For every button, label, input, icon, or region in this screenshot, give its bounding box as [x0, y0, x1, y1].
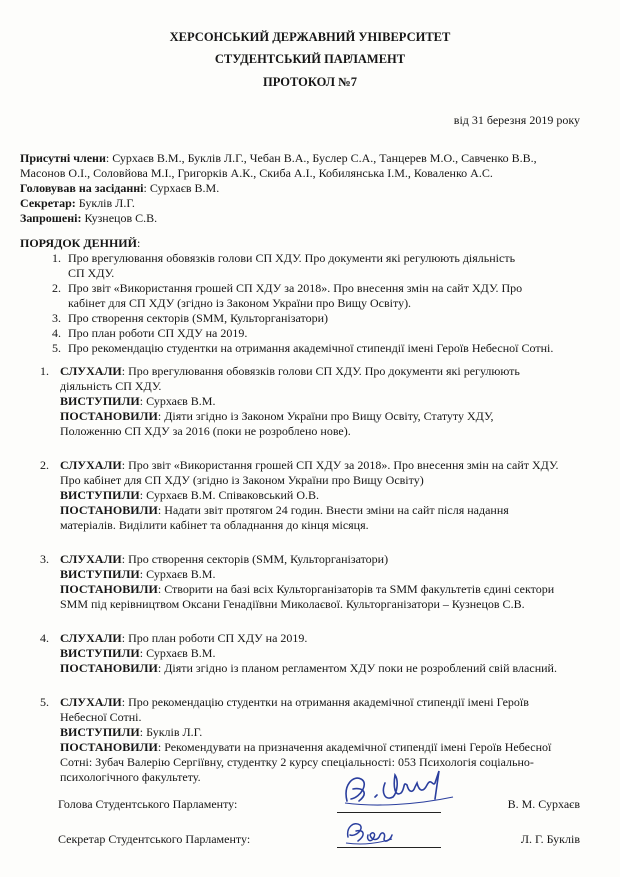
spoke-label: ВИСТУПИЛИ: [60, 394, 140, 408]
invited-label: Запрошені:: [20, 211, 82, 225]
agenda-list: [20, 251, 590, 356]
resolved-text: Надати звіт протягом 24 годин. Внести зміни на сайт після надання: [164, 503, 509, 517]
minutes-item-number: 3.: [40, 552, 49, 566]
heard-label: СЛУХАЛИ: [60, 631, 122, 645]
resolved-label: ПОСТАНОВИЛИ: [60, 409, 158, 423]
agenda-item-text: Про звіт «Використання грошей СП ХДУ за 2018». Про внесення змін на сайт ХДУ. Про: [68, 281, 523, 295]
agenda-item: [64, 311, 590, 326]
secretary-line: [20, 196, 588, 211]
spoke-line: [60, 488, 590, 503]
resolved-text: Діяти згідно із планом регламентом ХДУ поки не розроблений свій власний.: [164, 661, 557, 675]
heard-label: СЛУХАЛИ: [60, 552, 122, 566]
parliament-title: СТУДЕНТСЬКИЙ ПАРЛАМЕНТ: [214, 52, 406, 66]
resolved-label: ПОСТАНОВИЛИ: [60, 582, 158, 596]
agenda-title: ПОРЯДОК ДЕННИЙ: [20, 236, 137, 250]
resolved-text: матеріалів. Виділити кабінет та обладнання до кінця місяця.: [60, 518, 369, 532]
heard-line: [60, 552, 590, 567]
spoke-text: Буклів Л.Г.: [146, 725, 203, 739]
resolved-text: SMM під керівництвом Оксани Генадіївни Миколаєвої. Культорганізатори – Кузнецов С.В.: [60, 597, 525, 611]
head-signature-row: [0, 797, 620, 813]
university-title: ХЕРСОНСЬКИЙ ДЕРЖАВНИЙ УНІВЕРСИТЕТ: [169, 30, 451, 44]
resolved-text: Створити на базі всіх Культорганізаторів та SMM факультетів єдині сектори: [164, 582, 555, 596]
spoke-line: [60, 567, 590, 582]
chair-line: [20, 181, 588, 196]
heard-text: Про звіт «Використання грошей СП ХДУ за 2018». Про внесення змін на сайт ХДУ.: [128, 458, 559, 472]
spoke-line: [60, 725, 590, 740]
spoke-text: Сурхаєв В.М.: [146, 646, 216, 660]
secretary-signature-row: [0, 832, 620, 848]
resolved-line: [60, 740, 590, 755]
agenda-heading: [20, 236, 590, 251]
minutes-block: [20, 364, 590, 785]
minutes-item-number: 1.: [40, 364, 49, 378]
heard-label: СЛУХАЛИ: [60, 458, 122, 472]
spoke-colon: :: [139, 725, 144, 739]
heard-colon: :: [121, 695, 126, 709]
protocol-title: ПРОТОКОЛ №7: [262, 75, 357, 89]
secretary-handwritten-signature: [340, 815, 400, 849]
head-handwritten-signature: [335, 763, 465, 813]
resolved-colon: :: [157, 582, 162, 596]
heard-text: Про врегулювання обовязків голови СП ХДУ. Про документи які регулюють: [128, 364, 520, 378]
agenda-item-text: Про врегулювання обовязків голови СП ХДУ. Про документи які регулюють діяльність: [68, 251, 516, 265]
minutes-item-number: 5.: [40, 695, 49, 709]
minutes-item: [20, 552, 590, 612]
spoke-label: ВИСТУПИЛИ: [60, 646, 140, 660]
agenda-item: [64, 281, 590, 311]
heard-line: [60, 695, 590, 710]
head-signature-name: В. М. Сурхаєв: [507, 797, 580, 811]
heard-text: Небесної Сотні.: [60, 710, 142, 724]
chair-value: : Сурхаєв В.М.: [143, 181, 220, 195]
resolved-text: психологічного факультету.: [60, 770, 201, 784]
head-signature-label: Голова Студентського Парламенту:: [58, 797, 238, 811]
heard-text: Про створення секторів (SMM, Культорганізатори): [128, 552, 389, 566]
minutes-item-number: 2.: [40, 458, 49, 472]
resolved-line: [60, 582, 590, 597]
agenda-item-text: Про план роботи СП ХДУ на 2019.: [68, 326, 248, 340]
resolved-line: [60, 424, 590, 439]
minutes-item: [20, 631, 590, 676]
spoke-colon: :: [139, 488, 144, 502]
protocol-date: від 31 березня 2019 року: [453, 113, 580, 127]
heard-line: [60, 710, 590, 725]
heard-text: діяльність СП ХДУ.: [60, 379, 162, 393]
spoke-label: ВИСТУПИЛИ: [60, 488, 140, 502]
resolved-label: ПОСТАНОВИЛИ: [60, 740, 158, 754]
agenda-item-text: Про рекомендацію студентки на отримання академічної стипендії імені Героїв Небесної Сотні.: [68, 341, 554, 355]
heard-colon: :: [121, 458, 126, 472]
resolved-line: [60, 597, 590, 612]
heard-line: [60, 458, 590, 473]
resolved-text: Діяти згідно із Законом України про Вищу Освіту, Статуту ХДУ,: [164, 409, 494, 423]
heard-colon: :: [121, 552, 126, 566]
resolved-colon: :: [157, 661, 162, 675]
resolved-colon: :: [157, 409, 162, 423]
present-list-1: : Сурхаєв В.М., Буклів Л.Г., Чебан В.А., Буслер С.А., Танцерев М.О., Савченко В.В.,: [105, 151, 537, 165]
resolved-line: [60, 661, 590, 676]
heard-label: СЛУХАЛИ: [60, 695, 122, 709]
resolved-colon: :: [157, 503, 162, 517]
resolved-label: ПОСТАНОВИЛИ: [60, 503, 158, 517]
invited-value: Кузнецов С.В.: [81, 211, 158, 225]
heard-colon: :: [121, 364, 126, 378]
heard-line: [60, 379, 590, 394]
agenda-item-text-cont: кабінет для СП ХДУ (згідно із Законом України про Вищу Освіту).: [68, 296, 412, 310]
heard-colon: :: [121, 631, 126, 645]
invited-line: [20, 211, 588, 226]
present-label: Присутні члени: [20, 151, 106, 165]
agenda-item: [64, 326, 590, 341]
spoke-line: [60, 394, 590, 409]
agenda-block: [20, 236, 590, 356]
heard-line: [60, 473, 590, 488]
heard-text: Про кабінет для СП ХДУ (згідно із Законом України про Вищу Освіту): [60, 473, 424, 487]
resolved-text: Сотні: Зубач Валерію Сергіївну, студентку 2 курсу спеціальності: 053 Психологія соціально-: [60, 755, 534, 769]
agenda-item: [64, 341, 590, 356]
heard-text: Про рекомендацію студентки на отримання академічної стипендії імені Героїв: [128, 695, 529, 709]
resolved-colon: :: [157, 740, 162, 754]
spoke-text: Сурхаєв В.М.: [146, 394, 216, 408]
heard-line: [60, 364, 590, 379]
spoke-label: ВИСТУПИЛИ: [60, 567, 140, 581]
secretary-value: Буклів Л.Г.: [75, 196, 135, 210]
agenda-title-colon: :: [136, 236, 141, 250]
resolved-line: [60, 503, 590, 518]
heard-label: СЛУХАЛИ: [60, 364, 122, 378]
resolved-line: [60, 755, 590, 770]
heard-text: Про план роботи СП ХДУ на 2019.: [128, 631, 308, 645]
agenda-item-text-cont: СП ХДУ.: [68, 266, 115, 280]
attendance-block: [20, 151, 588, 226]
present-members-line: [20, 151, 588, 166]
resolved-text: Рекомендувати на призначення академічної стипендії імені Героїв Небесної: [164, 740, 552, 754]
spoke-colon: :: [139, 567, 144, 581]
resolved-label: ПОСТАНОВИЛИ: [60, 661, 158, 675]
resolved-text: Положенню СП ХДУ за 2016 (поки не розроблено нове).: [60, 424, 351, 438]
minutes-item-number: 4.: [40, 631, 49, 645]
resolved-line: [60, 770, 590, 785]
minutes-item: [20, 695, 590, 785]
spoke-colon: :: [139, 394, 144, 408]
spoke-label: ВИСТУПИЛИ: [60, 725, 140, 739]
spoke-text: Сурхаєв В.М.: [146, 567, 216, 581]
present-members-line-2: Масонов О.І., Соловйова М.І., Григорків А.К., Скиба А.І., Кобилянська І.М., Коваленко А.С.: [20, 166, 493, 180]
agenda-item: [64, 251, 590, 281]
secretary-signature-label: Секретар Студентського Парламенту:: [58, 832, 251, 846]
spoke-colon: :: [139, 646, 144, 660]
spoke-text: Сурхаєв В.М. Співаковський О.В.: [146, 488, 320, 502]
resolved-line: [60, 409, 590, 424]
agenda-item-text: Про створення секторів (SMM, Культорганізатори): [68, 311, 329, 325]
minutes-item: [20, 458, 590, 533]
secretary-label: Секретар:: [20, 196, 76, 210]
heard-line: [60, 631, 590, 646]
secretary-signature-name: Л. Г. Буклів: [520, 832, 580, 846]
chair-label: Головував на засіданні: [20, 181, 144, 195]
spoke-line: [60, 646, 590, 661]
minutes-item: [20, 364, 590, 439]
resolved-line: [60, 518, 590, 533]
